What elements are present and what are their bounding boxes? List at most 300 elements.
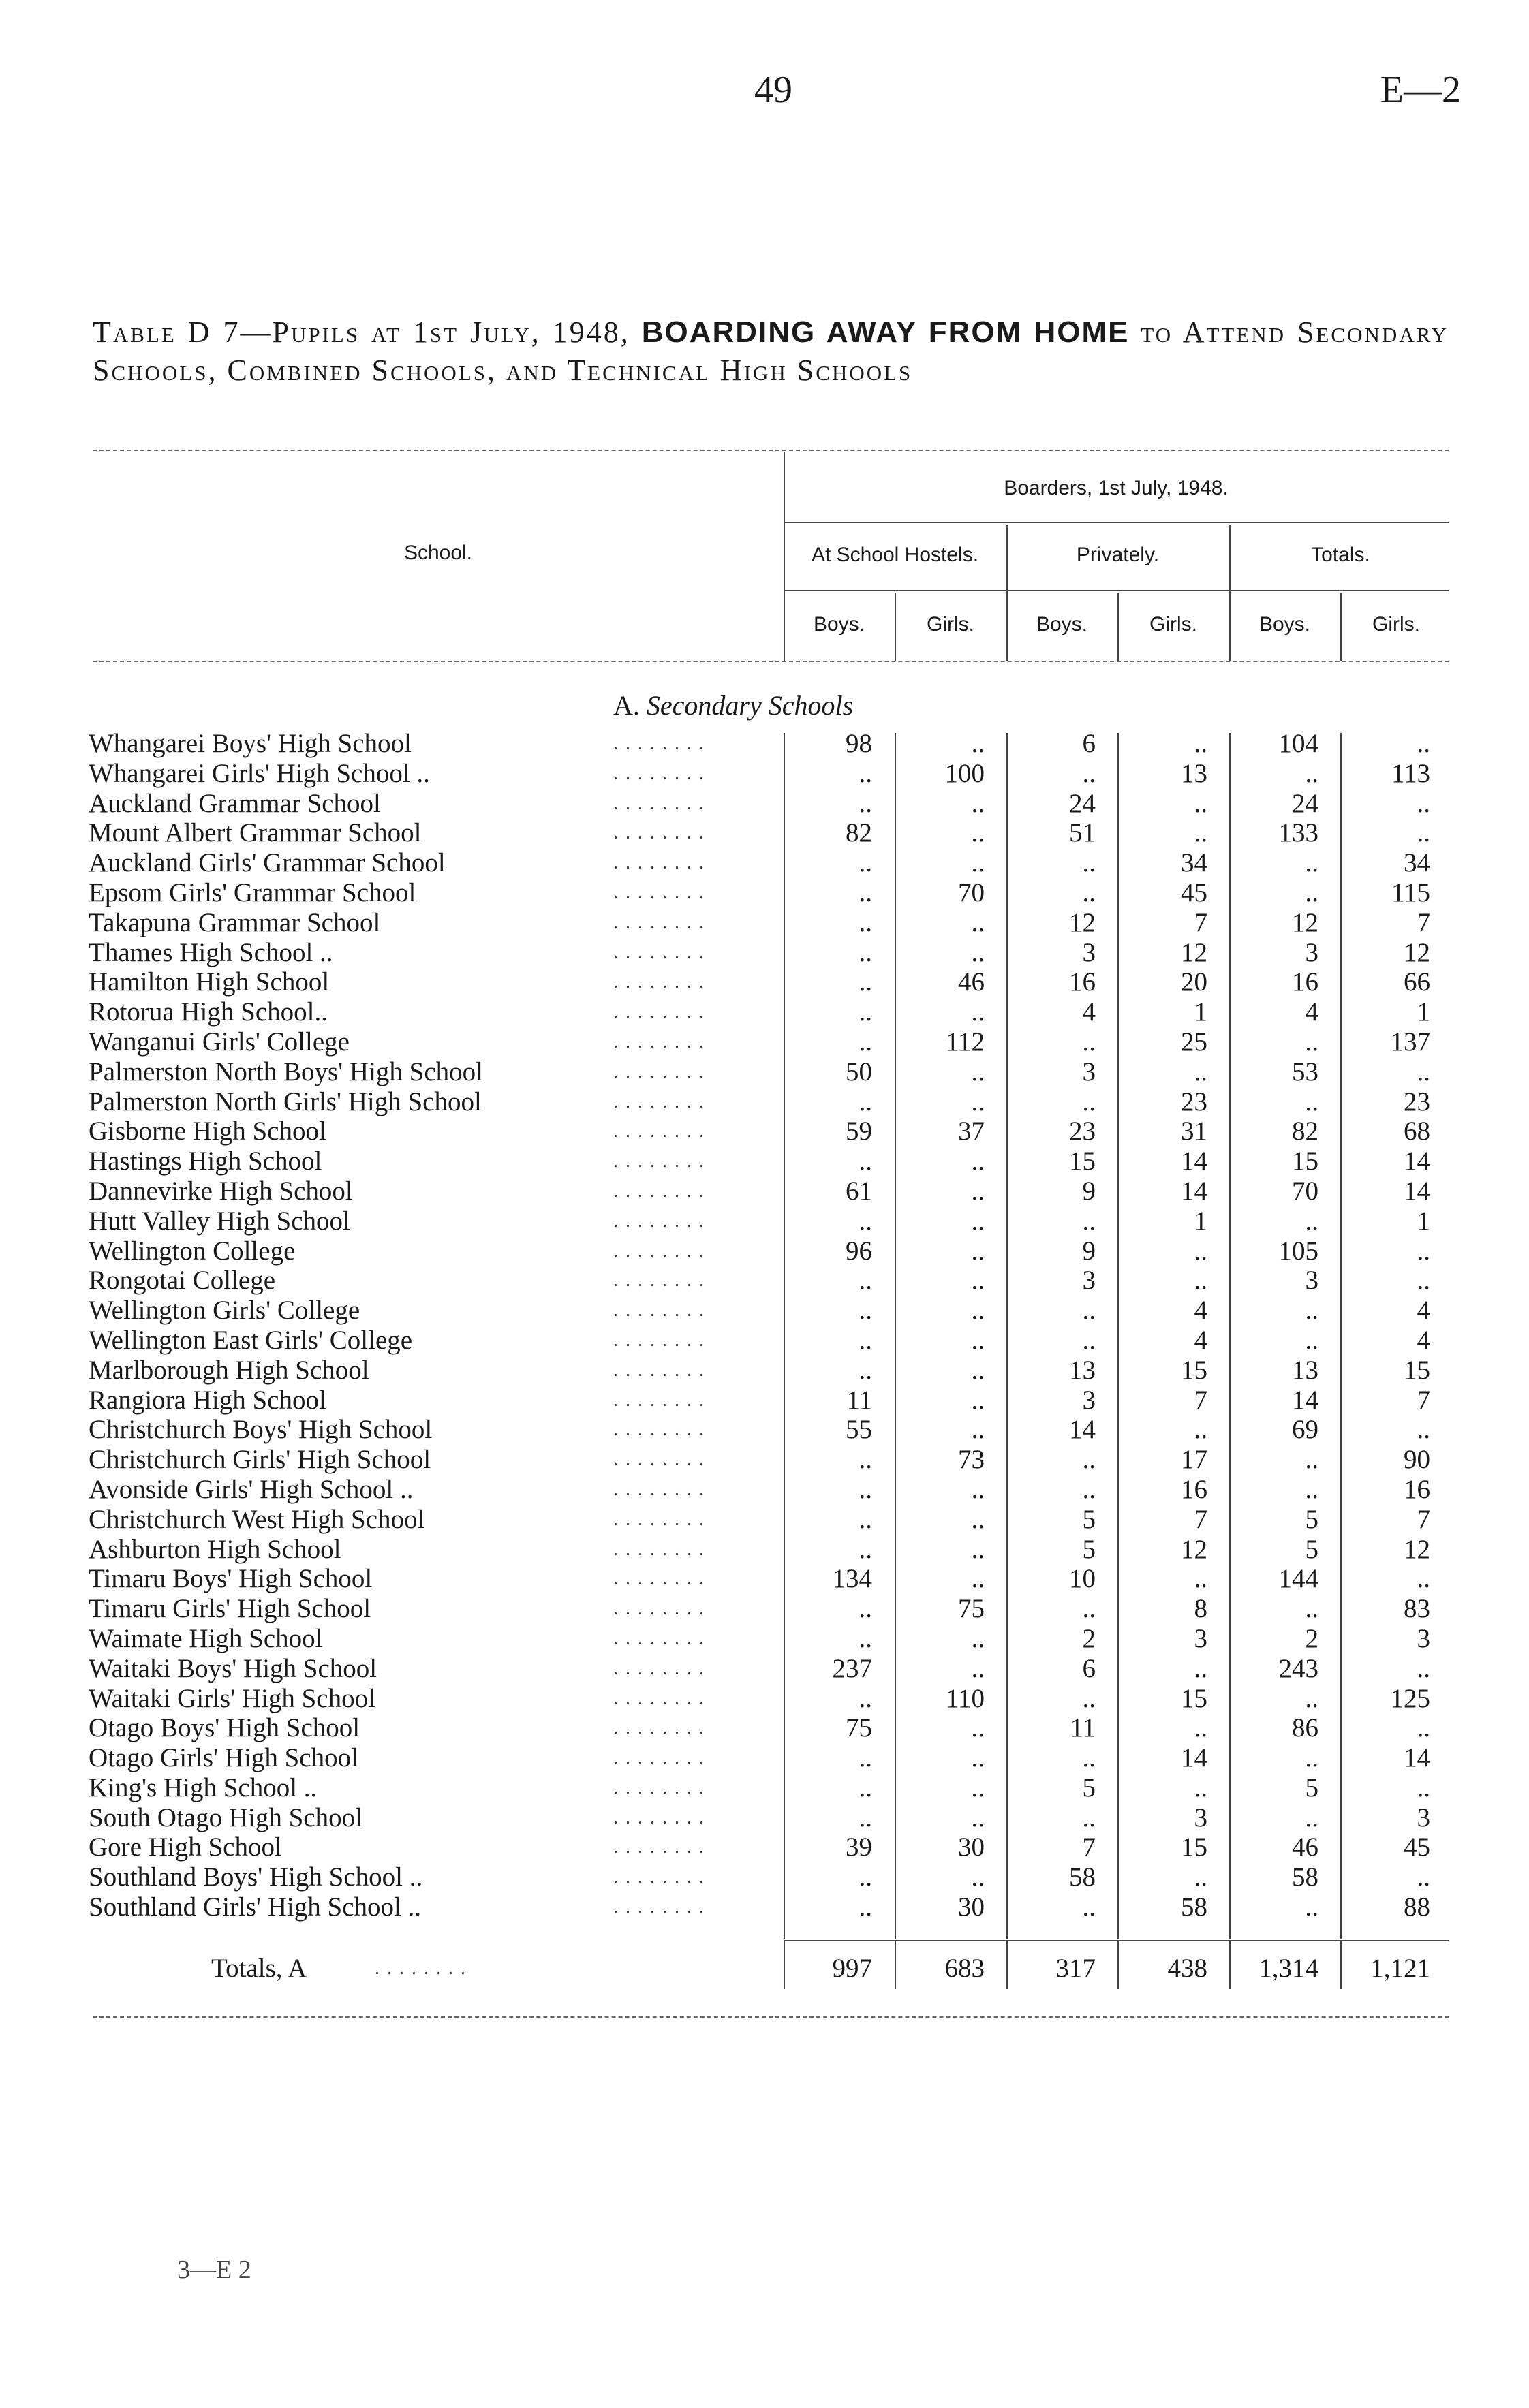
cell-private-boys: 13 — [1069, 1355, 1096, 1385]
leader-dots: . . . . . . . . — [613, 1300, 705, 1322]
leader-dots: . . . . . . . . — [613, 911, 705, 933]
school-name: Christchurch Girls' High School — [89, 1445, 431, 1475]
cell-private-boys: 14 — [1069, 1415, 1096, 1445]
cell-private-boys: .. — [1082, 1296, 1096, 1326]
cell-hostel-boys: 82 — [846, 818, 872, 848]
totals-top-rule — [784, 1940, 1449, 1941]
cell-total-girls: 45 — [1404, 1832, 1430, 1862]
school-name: Wanganui Girls' College — [89, 1027, 350, 1057]
table-row — [89, 729, 1458, 759]
cell-private-girls: 23 — [1181, 1086, 1207, 1116]
cell-total-girls: .. — [1417, 1713, 1430, 1743]
cell-total-girls: 7 — [1417, 907, 1430, 937]
cell-private-boys: 9 — [1082, 1236, 1096, 1266]
cell-total-girls: .. — [1417, 788, 1430, 818]
cell-hostel-boys: 61 — [846, 1176, 872, 1206]
table-row — [89, 878, 1458, 908]
cell-hostel-boys: 55 — [846, 1415, 872, 1445]
cell-hostel-girls: .. — [971, 997, 985, 1027]
school-name: Hutt Valley High School — [89, 1206, 350, 1236]
leader-dots: . . . . . . . . — [613, 1270, 705, 1292]
leader-dots: . . . . . . . . — [613, 971, 705, 993]
cell-hostel-boys: .. — [859, 1802, 872, 1832]
cell-private-boys: 3 — [1082, 937, 1096, 967]
cell-hostel-girls: 37 — [958, 1116, 985, 1146]
cell-hostel-girls: 112 — [945, 1027, 985, 1057]
cell-hostel-boys: .. — [859, 907, 872, 937]
cell-total-boys: .. — [1305, 1683, 1318, 1713]
cell-hostel-boys: .. — [859, 1146, 872, 1176]
cell-hostel-girls: .. — [971, 1057, 985, 1086]
table-row — [89, 1296, 1458, 1326]
cell-hostel-girls: .. — [971, 907, 985, 937]
table-row — [89, 818, 1458, 848]
cell-private-boys: 12 — [1069, 907, 1096, 937]
cell-private-boys: 4 — [1082, 997, 1096, 1027]
cell-private-girls: 15 — [1181, 1832, 1207, 1862]
cell-private-boys: .. — [1082, 1802, 1096, 1832]
cell-private-boys: .. — [1082, 1474, 1096, 1504]
cell-hostel-girls: 30 — [958, 1832, 985, 1862]
school-name: Rotorua High School.. — [89, 997, 328, 1027]
leader-dots: . . . . . . . . — [613, 1121, 705, 1142]
cell-total-boys: .. — [1305, 1743, 1318, 1773]
cell-private-girls: .. — [1194, 788, 1207, 818]
cell-total-girls: 7 — [1417, 1385, 1430, 1415]
leader-dots: . . . . . . . . — [613, 733, 705, 754]
cell-private-boys: 58 — [1069, 1862, 1096, 1892]
cell-hostel-girls: .. — [971, 937, 985, 967]
cell-hostel-boys: .. — [859, 1445, 872, 1475]
column-header-privately: Privately. — [1076, 544, 1160, 566]
cell-total-boys: 133 — [1278, 818, 1318, 848]
school-name: Auckland Grammar School — [89, 788, 381, 818]
table-title — [93, 313, 1449, 390]
school-name: Dannevirke High School — [89, 1176, 353, 1206]
cell-total-girls: 14 — [1404, 1146, 1430, 1176]
table-row — [89, 1057, 1458, 1087]
table-bottom-rule — [93, 2016, 1449, 2018]
cell-total-girls: 1 — [1417, 997, 1430, 1027]
cell-total-girls: .. — [1417, 1057, 1430, 1086]
cell-private-girls: 8 — [1194, 1594, 1207, 1624]
cell-private-girls: 3 — [1194, 1623, 1207, 1653]
table-row — [89, 759, 1458, 789]
cell-private-girls: .. — [1194, 729, 1207, 758]
totals-private-girls: 438 — [1167, 1954, 1207, 1983]
cell-total-boys: .. — [1305, 758, 1318, 788]
cell-hostel-boys: 39 — [846, 1832, 872, 1862]
cell-total-boys: 2 — [1305, 1623, 1318, 1653]
column-header-totals: Totals. — [1311, 544, 1370, 566]
cell-hostel-girls: .. — [971, 1802, 985, 1832]
table-row — [89, 938, 1458, 968]
cell-private-girls: 15 — [1181, 1355, 1207, 1385]
cell-total-boys: 105 — [1278, 1236, 1318, 1266]
cell-hostel-boys: .. — [859, 1504, 872, 1534]
cell-total-girls: 3 — [1417, 1623, 1430, 1653]
cell-total-girls: .. — [1417, 1564, 1430, 1594]
cell-total-girls: .. — [1417, 1266, 1430, 1296]
cell-hostel-girls: .. — [971, 1564, 985, 1594]
cell-private-boys: 6 — [1082, 1653, 1096, 1683]
cell-hostel-girls: 75 — [958, 1594, 985, 1624]
leader-dots: . . . . . . . . — [613, 1807, 705, 1828]
cell-total-boys: .. — [1305, 877, 1318, 907]
school-name: Otago Boys' High School — [89, 1713, 360, 1743]
cell-total-boys: 69 — [1292, 1415, 1318, 1445]
cell-total-girls: 14 — [1404, 1743, 1430, 1773]
leader-dots: . . . . . . . . — [613, 941, 705, 963]
cell-hostel-girls: .. — [971, 1862, 985, 1892]
column-header-hostel-girls: Girls. — [927, 613, 974, 636]
cell-total-girls: .. — [1417, 1415, 1430, 1445]
cell-total-girls: .. — [1417, 1653, 1430, 1683]
school-name: Wellington College — [89, 1236, 296, 1266]
cell-private-boys: .. — [1082, 877, 1096, 907]
cell-hostel-girls: .. — [971, 1504, 985, 1534]
cell-private-boys: .. — [1082, 1892, 1096, 1922]
cell-hostel-girls: .. — [971, 1385, 985, 1415]
cell-total-boys: .. — [1305, 1027, 1318, 1057]
table-row — [89, 1684, 1458, 1714]
cell-private-boys: 11 — [1070, 1713, 1096, 1743]
cell-hostel-girls: .. — [971, 1713, 985, 1743]
cell-hostel-boys: .. — [859, 758, 872, 788]
cell-total-girls: 15 — [1404, 1355, 1430, 1385]
column-header-total-boys: Boys. — [1258, 613, 1311, 636]
table-row — [89, 1654, 1458, 1684]
cell-total-girls: 16 — [1404, 1474, 1430, 1504]
table-row — [89, 848, 1458, 878]
leader-dots: . . . . . . . . — [613, 1329, 705, 1351]
cell-total-boys: 243 — [1278, 1653, 1318, 1683]
cell-hostel-girls: .. — [971, 1653, 985, 1683]
cell-private-boys: 3 — [1082, 1385, 1096, 1415]
leader-dots: . . . . . . . . — [613, 1627, 705, 1649]
cell-hostel-girls: 110 — [945, 1683, 985, 1713]
cell-hostel-girls: 73 — [958, 1445, 985, 1475]
cell-total-girls: 68 — [1404, 1116, 1430, 1146]
cell-hostel-boys: .. — [859, 1683, 872, 1713]
leader-dots: . . . . . . . . — [613, 822, 705, 844]
cell-total-girls: 113 — [1391, 758, 1430, 788]
column-header-school: School. — [403, 542, 473, 564]
cell-total-girls: 125 — [1390, 1683, 1430, 1713]
table-row — [89, 1087, 1458, 1117]
cell-private-girls: 12 — [1181, 1534, 1207, 1564]
cell-private-girls: .. — [1194, 1415, 1207, 1445]
totals-hostel-boys: 997 — [832, 1954, 872, 1983]
leader-dots: . . . . . . . . — [613, 1061, 705, 1082]
cell-private-girls: 16 — [1181, 1474, 1207, 1504]
footer-signature-mark: 3—E 2 — [177, 2255, 251, 2284]
school-name: Waitaki Boys' High School — [89, 1653, 377, 1683]
school-name: Hamilton High School — [89, 967, 330, 997]
cell-private-boys: .. — [1082, 1683, 1096, 1713]
cell-total-boys: .. — [1305, 1445, 1318, 1475]
cell-private-boys: 15 — [1069, 1146, 1096, 1176]
table-row — [89, 1236, 1458, 1266]
cell-total-girls: 4 — [1417, 1296, 1430, 1326]
leader-dots: . . . . . . . . — [613, 1359, 705, 1381]
cell-private-boys: 2 — [1082, 1623, 1096, 1653]
cell-private-girls: 14 — [1181, 1146, 1207, 1176]
cell-total-boys: 14 — [1292, 1385, 1318, 1415]
cell-hostel-girls: .. — [971, 788, 985, 818]
group-subrule — [784, 590, 1449, 591]
cell-hostel-girls: 100 — [944, 758, 985, 788]
column-header-private-boys: Boys. — [1036, 613, 1088, 636]
cell-private-boys: 10 — [1069, 1564, 1096, 1594]
cell-hostel-boys: .. — [859, 1086, 872, 1116]
table-row — [89, 1176, 1458, 1206]
school-name: Christchurch Boys' High School — [89, 1415, 433, 1445]
cell-hostel-girls: .. — [971, 1415, 985, 1445]
cell-hostel-boys: .. — [859, 788, 872, 818]
cell-total-boys: 53 — [1292, 1057, 1318, 1086]
cell-private-girls: .. — [1194, 1653, 1207, 1683]
leader-dots: . . . . . . . . — [613, 1001, 705, 1023]
table-row — [89, 1862, 1458, 1892]
cell-total-girls: .. — [1417, 1772, 1430, 1802]
cell-hostel-boys: .. — [859, 1623, 872, 1653]
cell-private-girls: 15 — [1181, 1683, 1207, 1713]
table-row — [89, 1535, 1458, 1565]
school-name: Christchurch West High School — [89, 1504, 425, 1534]
cell-private-girls: .. — [1194, 818, 1207, 848]
leader-dots: . . . . . . . . — [613, 792, 705, 814]
school-name: Gore High School — [89, 1832, 282, 1862]
cell-total-girls: 115 — [1391, 877, 1430, 907]
cell-private-boys: .. — [1082, 1325, 1096, 1355]
totals-label: Totals, A — [211, 1954, 307, 1983]
totals-vline-private-girls — [1117, 1941, 1119, 1989]
school-name: Thames High School .. — [89, 937, 333, 967]
cell-private-girls: 7 — [1194, 1504, 1207, 1534]
cell-hostel-boys: .. — [859, 848, 872, 878]
cell-private-girls: 20 — [1181, 967, 1207, 997]
cell-private-girls: 13 — [1181, 758, 1207, 788]
cell-private-boys: 6 — [1082, 729, 1096, 758]
table-row — [89, 1773, 1458, 1803]
cell-total-girls: 90 — [1404, 1445, 1430, 1475]
cell-total-girls: 7 — [1417, 1504, 1430, 1534]
cell-private-girls: 4 — [1194, 1296, 1207, 1326]
boarders-subrule — [784, 522, 1449, 523]
cell-hostel-girls: .. — [971, 1474, 985, 1504]
cell-total-boys: 144 — [1278, 1564, 1318, 1594]
table-row — [89, 1116, 1458, 1146]
cell-total-girls: 12 — [1404, 937, 1430, 967]
school-name: Gisborne High School — [89, 1116, 326, 1146]
cell-hostel-girls: 70 — [958, 877, 985, 907]
cell-hostel-boys: .. — [859, 1474, 872, 1504]
table-row — [89, 1146, 1458, 1176]
school-name: Palmerston North Boys' High School — [89, 1057, 484, 1086]
cell-private-boys: 23 — [1069, 1116, 1096, 1146]
leader-dots: . . . . . . . . — [613, 1896, 705, 1918]
cell-private-girls: 14 — [1181, 1743, 1207, 1773]
cell-private-girls: .. — [1194, 1862, 1207, 1892]
leader-dots: . . . . . . . . — [613, 1598, 705, 1620]
school-name: Avonside Girls' High School .. — [89, 1474, 414, 1504]
cell-total-boys: .. — [1305, 1325, 1318, 1355]
section-letter: A. — [613, 690, 640, 721]
table-row — [89, 1803, 1458, 1833]
cell-total-girls: 66 — [1404, 967, 1430, 997]
cell-total-girls: .. — [1417, 818, 1430, 848]
cell-private-boys: 5 — [1082, 1772, 1096, 1802]
totals-vline-total-girls — [1340, 1941, 1342, 1989]
cell-private-boys: .. — [1082, 1743, 1096, 1773]
cell-total-boys: .. — [1305, 1802, 1318, 1832]
leader-dots: . . . . . . . . — [613, 1836, 705, 1858]
school-name: Rongotai College — [89, 1266, 276, 1296]
school-name: Wellington East Girls' College — [89, 1325, 413, 1355]
table-row — [89, 1475, 1458, 1505]
cell-hostel-boys: 75 — [846, 1713, 872, 1743]
cell-total-boys: 86 — [1292, 1713, 1318, 1743]
cell-total-boys: 16 — [1292, 967, 1318, 997]
cell-hostel-boys: .. — [859, 1027, 872, 1057]
column-header-total-girls: Girls. — [1372, 613, 1420, 636]
cell-total-boys: 3 — [1305, 1266, 1318, 1296]
cell-hostel-boys: .. — [859, 1743, 872, 1773]
leader-dots: . . . . . . . . — [613, 762, 705, 784]
table-row — [89, 1445, 1458, 1475]
cell-private-boys: 5 — [1082, 1504, 1096, 1534]
cell-total-girls: 23 — [1404, 1086, 1430, 1116]
cell-total-boys: 5 — [1305, 1504, 1318, 1534]
cell-hostel-girls: .. — [971, 1236, 985, 1266]
cell-hostel-boys: 134 — [832, 1564, 872, 1594]
cell-private-boys: .. — [1082, 1027, 1096, 1057]
cell-hostel-girls: .. — [971, 1296, 985, 1326]
column-header-private-girls: Girls. — [1149, 613, 1197, 636]
cell-hostel-boys: 98 — [846, 729, 872, 758]
leader-dots: . . . . . . . . — [613, 852, 705, 874]
cell-hostel-girls: 46 — [958, 967, 985, 997]
table-title-emphasis: BOARDING AWAY FROM HOME — [641, 315, 1130, 349]
totals-hostel-girls: 683 — [944, 1954, 985, 1983]
cell-private-girls: 58 — [1181, 1892, 1207, 1922]
table-row — [89, 1892, 1458, 1922]
table-row — [89, 1505, 1458, 1535]
cell-total-girls: 4 — [1417, 1325, 1430, 1355]
table-row — [89, 997, 1458, 1027]
cell-total-girls: 14 — [1404, 1176, 1430, 1206]
cell-private-girls: .. — [1194, 1713, 1207, 1743]
cell-total-boys: .. — [1305, 1086, 1318, 1116]
cell-private-boys: 3 — [1082, 1266, 1096, 1296]
table-row — [89, 1743, 1458, 1773]
cell-hostel-boys: .. — [859, 1892, 872, 1922]
school-name: Whangarei Boys' High School — [89, 729, 412, 758]
leader-dots: . . . . . . . . — [613, 1091, 705, 1112]
cell-hostel-girls: .. — [971, 1325, 985, 1355]
cell-total-girls: 137 — [1390, 1027, 1430, 1057]
cell-total-boys: 46 — [1292, 1832, 1318, 1862]
cell-private-boys: .. — [1082, 1086, 1096, 1116]
leader-dots: . . . . . . . . — [613, 1210, 705, 1232]
cell-private-girls: .. — [1194, 1266, 1207, 1296]
cell-private-boys: 51 — [1069, 818, 1096, 848]
leader-dots: . . . . . . . . — [613, 1777, 705, 1798]
cell-private-girls: 7 — [1194, 1385, 1207, 1415]
cell-hostel-boys: .. — [859, 1594, 872, 1624]
totals-vline-privately — [1006, 1941, 1008, 1989]
school-name: South Otago High School — [89, 1802, 362, 1832]
leader-dots: . . . . . . . . — [613, 1508, 705, 1530]
cell-hostel-girls: .. — [971, 1266, 985, 1296]
cell-total-girls: 12 — [1404, 1534, 1430, 1564]
table-row — [89, 1386, 1458, 1416]
leader-dots: . . . . . . . . — [613, 1568, 705, 1590]
cell-total-boys: .. — [1305, 1474, 1318, 1504]
cell-total-girls: 34 — [1404, 848, 1430, 878]
cell-total-girls: 3 — [1417, 1802, 1430, 1832]
column-header-hostels: At School Hostels. — [811, 544, 979, 566]
cell-private-girls: 14 — [1181, 1176, 1207, 1206]
cell-total-boys: 82 — [1292, 1116, 1318, 1146]
cell-private-boys: .. — [1082, 758, 1096, 788]
cell-hostel-boys: .. — [859, 937, 872, 967]
school-name: Hastings High School — [89, 1146, 322, 1176]
cell-total-boys: 5 — [1305, 1534, 1318, 1564]
cell-private-girls: .. — [1194, 1057, 1207, 1086]
cell-hostel-boys: .. — [859, 1355, 872, 1385]
totals-row — [89, 1948, 1458, 1989]
table-row — [89, 1713, 1458, 1743]
leader-dots: . . . . . . . . — [613, 1747, 705, 1769]
table-row — [89, 1027, 1458, 1057]
cell-hostel-boys: 11 — [846, 1385, 872, 1415]
cell-hostel-boys: 96 — [846, 1236, 872, 1266]
cell-hostel-boys: .. — [859, 1862, 872, 1892]
leader-dots: . . . . . . . . — [613, 1866, 705, 1888]
leader-dots: . . . . . . . . — [613, 881, 705, 903]
header-top-rule — [93, 450, 1449, 451]
table-row — [89, 967, 1458, 997]
table-row — [89, 1326, 1458, 1356]
cell-hostel-girls: .. — [971, 729, 985, 758]
cell-hostel-boys: .. — [859, 1325, 872, 1355]
cell-total-boys: .. — [1305, 1296, 1318, 1326]
cell-hostel-girls: .. — [971, 1146, 985, 1176]
cell-hostel-girls: 30 — [958, 1892, 985, 1922]
cell-private-girls: 3 — [1194, 1802, 1207, 1832]
leader-dots: . . . . . . . . — [613, 1240, 705, 1262]
school-name: Ashburton High School — [89, 1534, 341, 1564]
cell-private-girls: 12 — [1181, 937, 1207, 967]
cell-hostel-girls: .. — [971, 1623, 985, 1653]
cell-hostel-boys: .. — [859, 1772, 872, 1802]
school-name: Mount Albert Grammar School — [89, 818, 422, 848]
cell-hostel-girls: .. — [971, 1086, 985, 1116]
table-row — [89, 1206, 1458, 1236]
cell-hostel-boys: 59 — [846, 1116, 872, 1146]
cell-total-boys: 15 — [1292, 1146, 1318, 1176]
school-name: King's High School .. — [89, 1772, 318, 1802]
cell-private-boys: .. — [1082, 1206, 1096, 1236]
leader-dots: . . . . . . . . — [613, 1180, 705, 1202]
cell-hostel-girls: .. — [971, 1176, 985, 1206]
table-row — [89, 789, 1458, 819]
header-bottom-rule — [93, 661, 1449, 662]
cell-private-girls: 17 — [1181, 1445, 1207, 1475]
cell-hostel-boys: .. — [859, 1296, 872, 1326]
